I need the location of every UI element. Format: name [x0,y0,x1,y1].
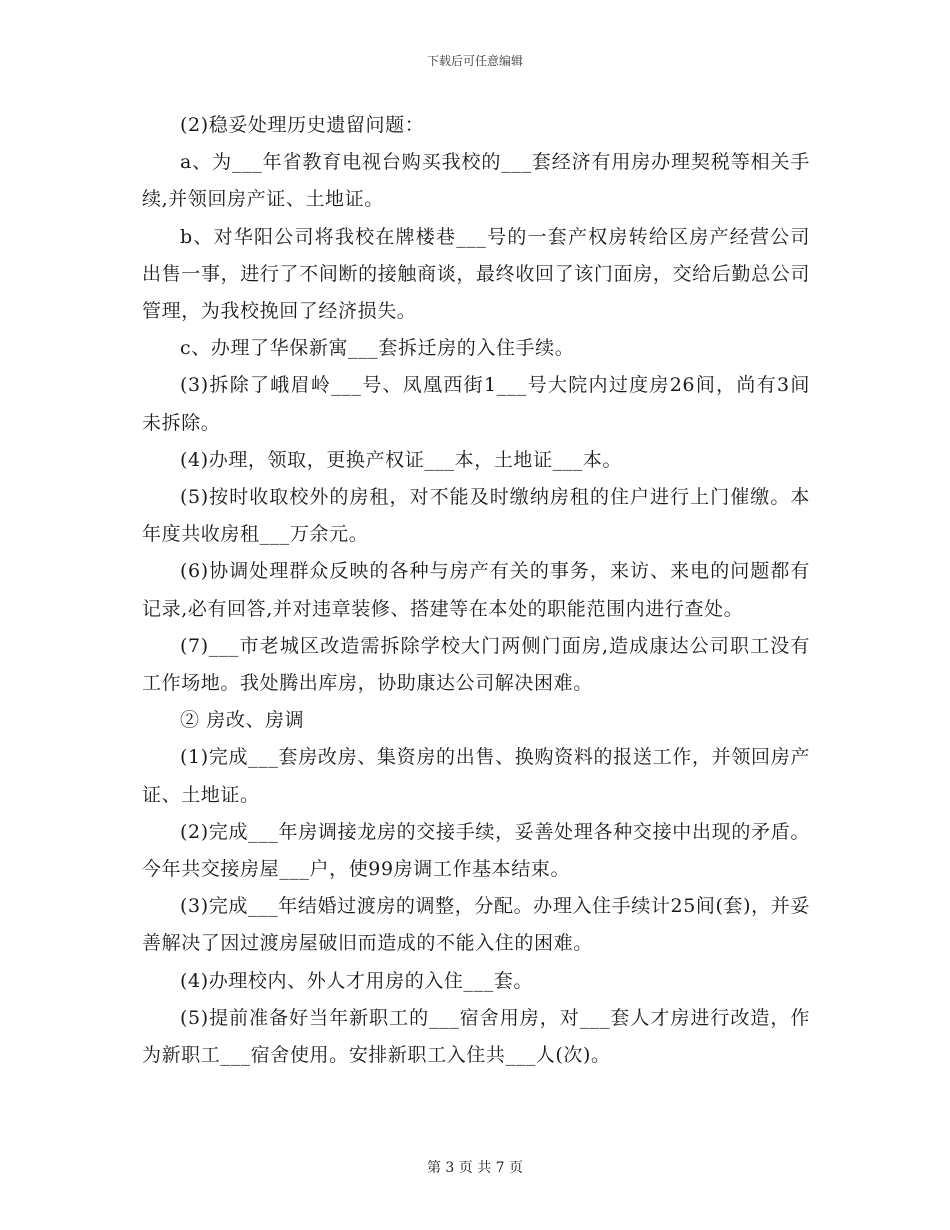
paragraph: c、办理了华保新寓___套拆迁房的入住手续。 [180,337,575,360]
paragraph: a、为___年省教育电视台购买我校的___套经济有用房办理契税等相关手续,并领回房产证、土地证。 [142,151,810,211]
paragraph: (7)___市老城区改造需拆除学校大门两侧门面房,造成康达公司职工没有工作场地。我处腾出库房，协助康达公司解决困难。 [142,634,810,695]
paragraph: (5)提前准备好当年新职工的___宿舍用房，对___套人才房进行改造，作为新职工___宿舍使用。安排新职工入住共___人(次)。 [142,1006,810,1067]
paragraph: (2)稳妥处理历史遗留问题： [180,114,425,136]
section-heading: ② 房改、房调 [180,709,305,732]
paragraph: (1)完成___套房改房、集资房的出售、换购资料的报送工作，并领回房产证、土地证。 [142,746,810,806]
paragraph: b、对华阳公司将我校在牌楼巷___号的一套产权房转给区房产经营公司出售一事，进行了不间断的接触商谈，最终收回了该门面房，交给后勤总公司管理，为我校挽回了经济损失。 [142,225,810,323]
paragraph: (4)办理，领取，更换产权证___本，土地证___本。 [180,448,623,471]
document-body [142,107,810,1074]
page-header: 下载后可任意编辑 [426,54,523,68]
paragraph: (3)拆除了峨眉岭___号、凤凰西街1___号大院内过度房26间，尚有3间未拆除。 [142,374,810,434]
page-number: 第 3 页 共 7 页 [426,1160,524,1176]
paragraph: (3)完成___年结婚过渡房的调整，分配。办理入住手续计25间(套)，并妥善解决了因过渡房屋破旧而造成的不能入住的困难。 [142,895,810,955]
paragraph: (6)协调处理群众反映的各种与房产有关的事务，来访、来电的问题都有记录,必有回答,并对违章装修、搭建等在本处的职能范围内进行查处。 [142,560,810,620]
paragraph: (5)按时收取校外的房租，对不能及时缴纳房租的住户进行上门催缴。本年度共收房租___万余元。 [142,486,810,546]
paragraph: (2)完成___年房调接龙房的交接手续，妥善处理各种交接中出现的矛盾。今年共交接房屋___户，使99房调工作基本结束。 [142,820,810,881]
paragraph: (4)办理校内、外人才用房的入住___套。 [180,969,534,992]
